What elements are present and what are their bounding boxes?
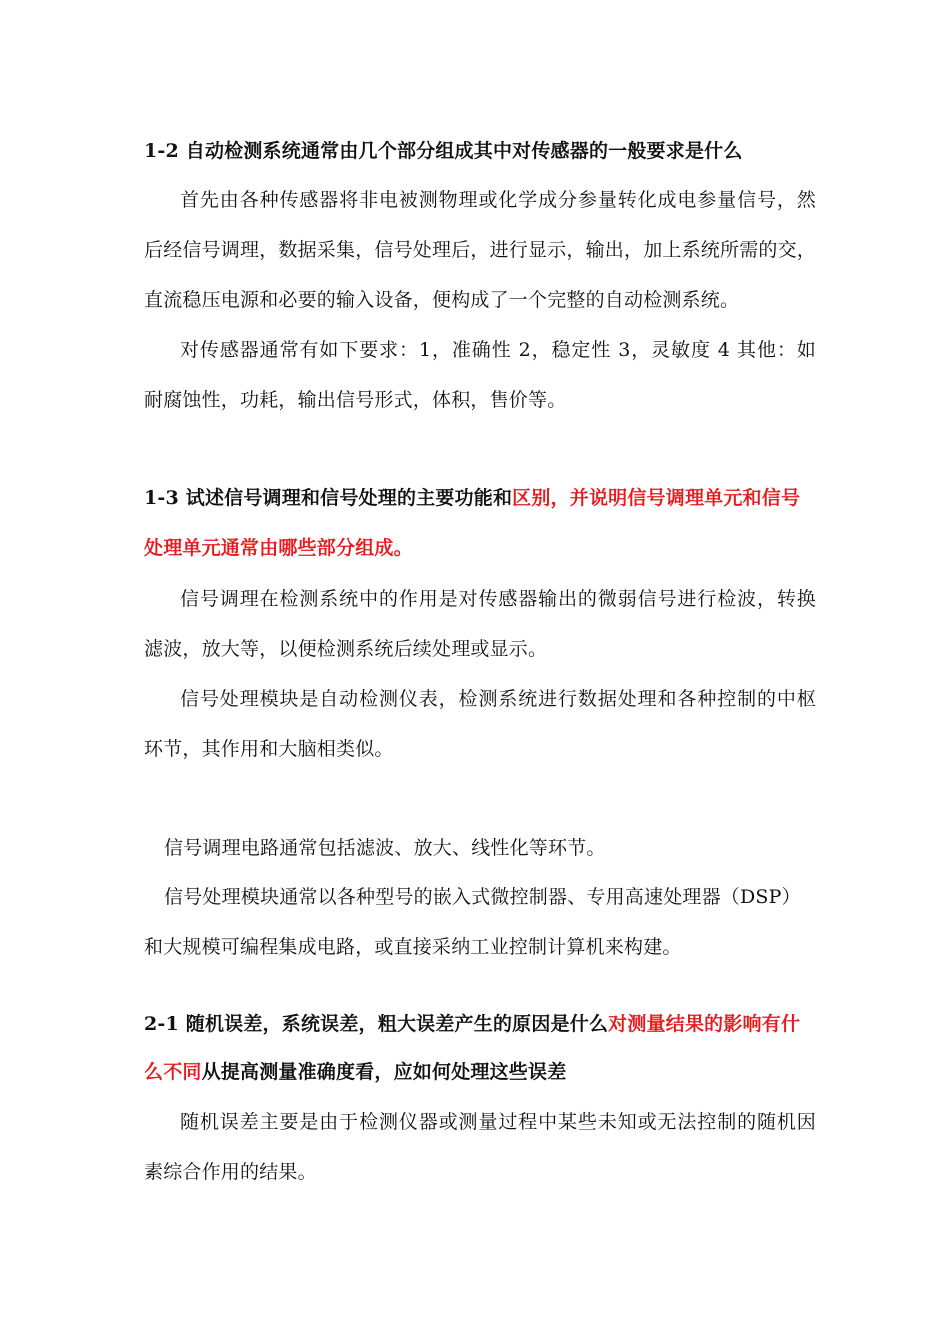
- section-1-2-para2-line1: 对传感器通常有如下要求：1，准确性 2，稳定性 3，灵敏度 4 其他：如: [180, 339, 816, 361]
- section-1-3-title-red-1: 区别，并说明信号调理单元和信号: [512, 487, 801, 509]
- section-1-3-title-black: 1-3 试述信号调理和信号处理的主要功能和: [144, 487, 513, 509]
- section-2-1-title-red-1: 对测量结果的影响有什: [608, 1013, 801, 1035]
- section-1-3-para3: 信号调理电路通常包括滤波、放大、线性化等环节。: [164, 837, 606, 859]
- section-1-3-title-line2: 处理单元通常由哪些部分组成。: [144, 537, 413, 559]
- section-1-2-para1-line1: 首先由各种传感器将非电被测物理或化学成分参量转化成电参量信号，然: [180, 189, 816, 211]
- section-1-3-title-line1: [144, 485, 816, 511]
- section-1-2-para2-line2: 耐腐蚀性，功耗，输出信号形式，体积，售价等。: [144, 389, 567, 411]
- section-1-3-para1-line2: 滤波，放大等，以便检测系统后续处理或显示。: [144, 638, 548, 660]
- section-2-1-para1-line1: 随机误差主要是由于检测仪器或测量过程中某些未知或无法控制的随机因: [180, 1111, 816, 1133]
- section-1-2-title: 1-2 自动检测系统通常由几个部分组成其中对传感器的一般要求是什么: [144, 140, 743, 162]
- section-2-1-title-red-2: 么不同: [144, 1061, 202, 1083]
- section-2-1-title-line1: [144, 1011, 816, 1037]
- section-2-1-title-black-2: 从提高测量准确度看，应如何处理这些误差: [201, 1061, 567, 1083]
- section-2-1-title-line2: [144, 1059, 816, 1085]
- section-1-3-para1-line1: 信号调理在检测系统中的作用是对传感器输出的微弱信号进行检波，转换: [180, 588, 816, 610]
- section-1-3-para4-line1: 信号处理模块通常以各种型号的嵌入式微控制器、专用高速处理器（DSP）: [164, 886, 801, 908]
- section-1-2-para1-line3: 直流稳压电源和必要的输入设备，便构成了一个完整的自动检测系统。: [144, 289, 740, 311]
- section-1-3-para2-line2: 环节，其作用和大脑相类似。: [144, 738, 394, 760]
- section-1-2-para1-line2: 后经信号调理，数据采集，信号处理后，进行显示，输出，加上系统所需的交，: [144, 239, 817, 261]
- section-2-1-para1-line2: 素综合作用的结果。: [144, 1161, 317, 1183]
- section-1-3-para2-line1: 信号处理模块是自动检测仪表，检测系统进行数据处理和各种控制的中枢: [180, 688, 816, 710]
- section-2-1-title-black-1: 2-1 随机误差，系统误差，粗大误差产生的原因是什么: [144, 1013, 609, 1035]
- section-1-3-para4-line2: 和大规模可编程集成电路，或直接采纳工业控制计算机来构建。: [144, 936, 682, 958]
